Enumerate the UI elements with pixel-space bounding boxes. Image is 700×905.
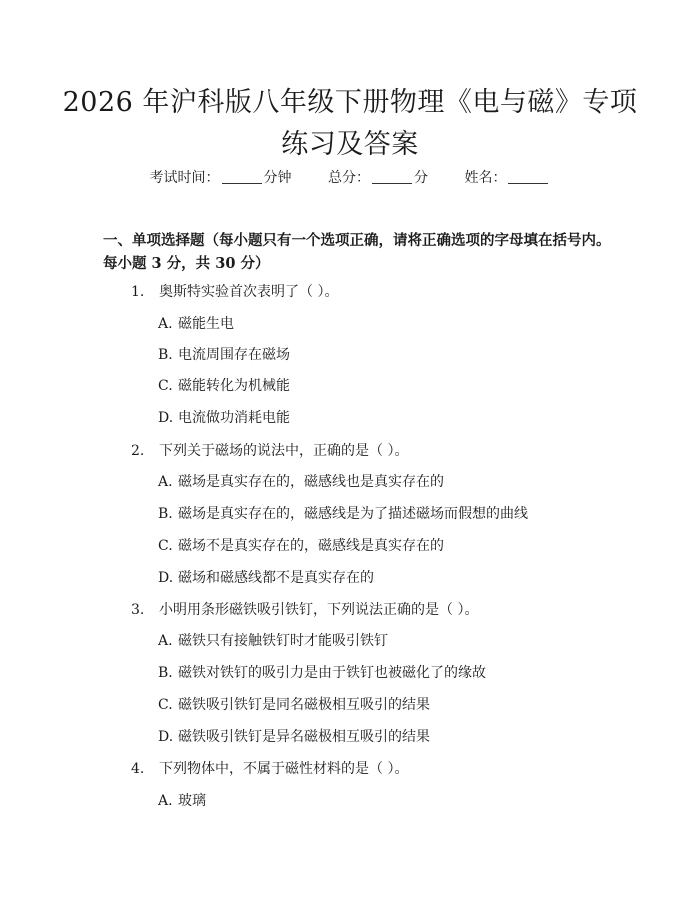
- total-score-field: [328, 170, 428, 186]
- option-letter: C.: [158, 697, 173, 713]
- option-letter: D.: [158, 410, 174, 426]
- option-3d: [158, 727, 430, 747]
- page-title: 2026 年沪科版八年级下册物理《电与磁》专项练习及答案: [62, 87, 638, 160]
- option-2b: [158, 504, 528, 524]
- section-heading: 一、单项选择题（每小题只有一个选项正确，请将正确选项的字母填在括号内。每小题 3 分，共 30 分）: [103, 232, 611, 272]
- question-text: 奥斯特实验首次表明了（ ）。: [159, 284, 339, 300]
- option-text: 玻璃: [178, 793, 206, 809]
- total-score-blank: [372, 169, 412, 184]
- exam-time-unit: 分钟: [263, 170, 292, 186]
- option-letter: A.: [158, 474, 173, 490]
- question-number: 2.: [131, 443, 145, 459]
- option-2a: [158, 472, 444, 492]
- option-text: 磁铁对铁钉的吸引力是由于铁钉也被磁化了的缘故: [178, 665, 486, 681]
- exam-time-field: [150, 170, 292, 186]
- option-letter: A.: [158, 633, 173, 649]
- option-text: 磁场是真实存在的，磁感线也是真实存在的: [178, 474, 444, 490]
- option-letter: A.: [158, 316, 173, 332]
- exam-info-line: [0, 168, 700, 188]
- exam-time-label: 考试时间：: [149, 170, 220, 186]
- option-text: 磁铁只有接触铁钉时才能吸引铁钉: [178, 633, 388, 649]
- option-text: 电流周围存在磁场: [178, 347, 290, 363]
- option-1a: [158, 314, 234, 334]
- option-text: 磁场不是真实存在的，磁感线是真实存在的: [178, 538, 444, 554]
- option-text: 磁能生电: [178, 316, 234, 332]
- option-1b: [158, 345, 290, 365]
- question-text: 小明用条形磁铁吸引铁钉，下列说法正确的是（ ）。: [159, 602, 479, 618]
- option-3c: [158, 695, 430, 715]
- name-field: [464, 170, 550, 186]
- option-letter: B.: [158, 347, 173, 363]
- option-4a: [158, 791, 206, 811]
- option-text: 磁能转化为机械能: [178, 378, 290, 394]
- question-4: [131, 759, 408, 779]
- option-2d: [158, 568, 374, 588]
- option-letter: D.: [158, 570, 174, 586]
- name-label: 姓名：: [464, 170, 507, 186]
- option-3a: [158, 631, 388, 651]
- question-number: 4.: [131, 761, 145, 777]
- question-text: 下列物体中，不属于磁性材料的是（ ）。: [159, 761, 409, 777]
- option-text: 磁铁吸引铁钉是同名磁极相互吸引的结果: [178, 697, 430, 713]
- question-3: [131, 600, 478, 620]
- option-text: 磁场是真实存在的，磁感线是为了描述磁场而假想的曲线: [178, 506, 528, 522]
- option-letter: A.: [158, 793, 173, 809]
- question-number: 1.: [131, 284, 145, 300]
- option-3b: [158, 663, 486, 683]
- option-2c: [158, 536, 444, 556]
- option-letter: C.: [158, 378, 173, 394]
- option-letter: C.: [158, 538, 173, 554]
- option-1d: [158, 408, 290, 428]
- option-text: 电流做功消耗电能: [178, 410, 290, 426]
- question-2: [131, 441, 408, 461]
- option-letter: B.: [158, 665, 173, 681]
- option-text: 磁场和磁感线都不是真实存在的: [178, 570, 374, 586]
- total-score-unit: 分: [414, 170, 428, 186]
- total-score-label: 总分：: [328, 170, 370, 186]
- question-1: [131, 282, 338, 302]
- option-letter: D.: [158, 729, 174, 745]
- exam-time-blank: [222, 169, 262, 184]
- question-text: 下列关于磁场的说法中，正确的是（ ）。: [159, 443, 409, 459]
- option-text: 磁铁吸引铁钉是异名磁极相互吸引的结果: [178, 729, 430, 745]
- question-number: 3.: [131, 602, 145, 618]
- option-letter: B.: [158, 506, 173, 522]
- option-1c: [158, 376, 290, 396]
- name-blank: [508, 169, 548, 184]
